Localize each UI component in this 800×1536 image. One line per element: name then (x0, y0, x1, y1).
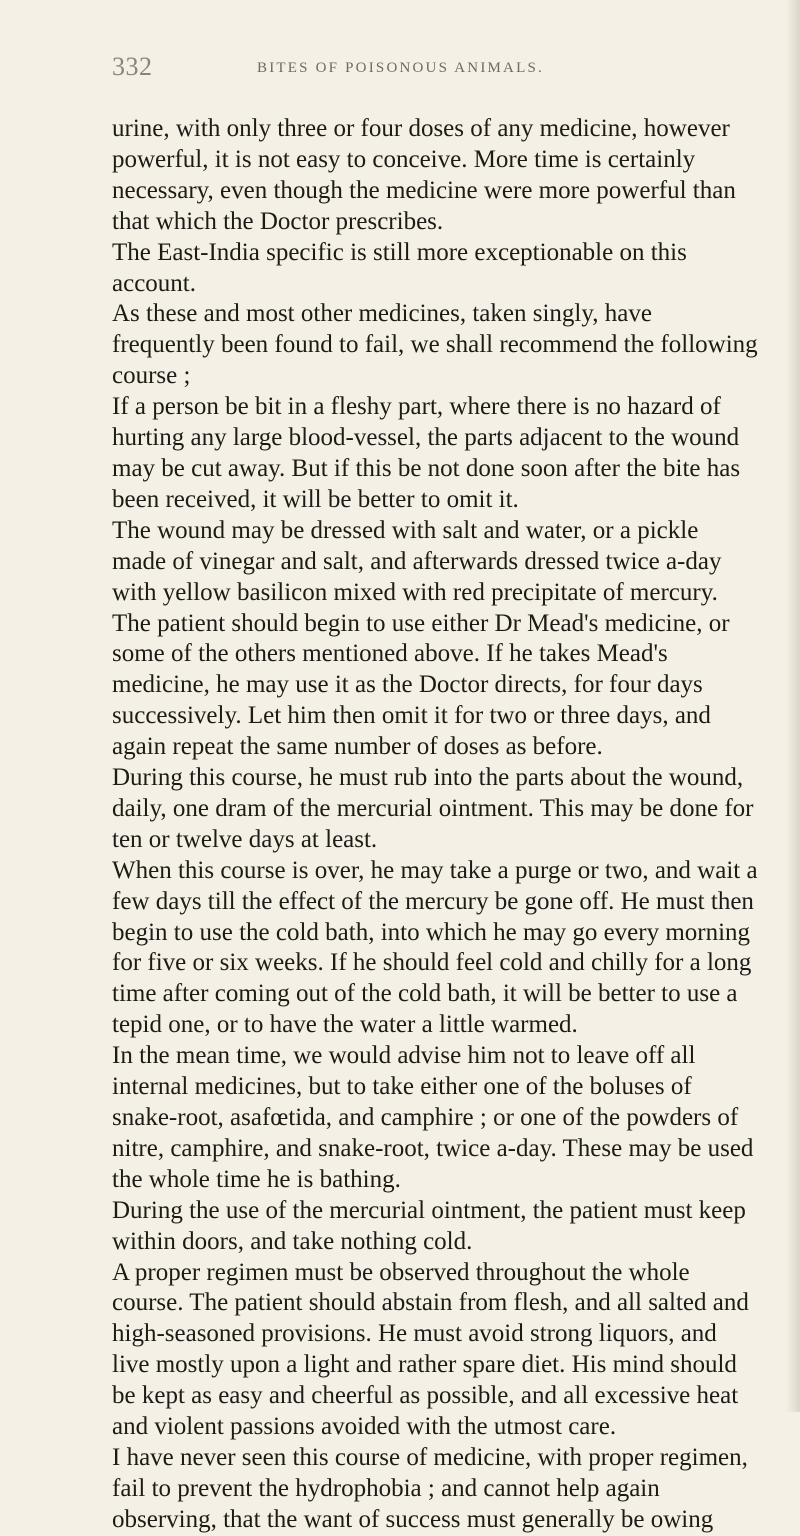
paragraph: I have never seen this course of medicine, with proper regimen, fail to prevent the hydrophobia ; and cannot help again observing, that the want of success must generally be owing (112, 1443, 748, 1533)
paragraph: The patient should begin to use either Dr Mead's medicine, or some of the others mentioned above. If he takes Mead's medicine, he may use it as the Doctor directs, for four days successively. Let him then omit it for two or three days, and again repeat the same number of doses as before. (112, 609, 730, 761)
page-edge-shadow (786, 0, 800, 1412)
paragraph: The wound may be dressed with salt and water, or a pickle made of vinegar and salt, and afterwards dressed twice a-day with yellow basilicon mixed with red precipitate of mercury. (112, 516, 722, 606)
running-head (112, 40, 758, 81)
paragraph: In the mean time, we would advise him not to leave off all internal medicines, but to take either one of the boluses of snake-root, asafœtida, and camphire ; or one of the powders of nitre, camphire, and snake-root, twice a-day. These may be used the whole time he is bathing. (112, 1042, 754, 1193)
paragraph: During the use of the mercurial ointment, the patient must keep within doors, and take nothing cold. (112, 1196, 746, 1255)
body-text (112, 114, 758, 1536)
paragraph: urine, with only three or four doses of any medicine, however powerful, it is not easy to conceive. More time is certainly necessary, even though the medicine were more powerful than that which the Doctor prescribes. (112, 115, 736, 235)
paragraph: When this course is over, he may take a purge or two, and wait a few days till the effect of the mercury be gone off. He must then begin to use the cold bath, into which he may go every morning for five or six weeks. If he should feel cold and chilly for a long time after coming out of the cold bath, it will be better to use a tepid one, or to have the water a little warmed. (112, 856, 758, 1039)
paragraph: The East-India specific is still more exceptionable on this account. (112, 238, 687, 297)
paragraph: If a person be bit in a fleshy part, where there is no hazard of hurting any large blood-vessel, the parts adjacent to the wound may be cut away. But if this be not done soon after the bite has been received, it will be better to omit it. (112, 393, 741, 513)
paragraph: During this course, he must rub into the parts about the wound, daily, one dram of the mercurial ointment. This may be done for ten or twelve days at least. (112, 764, 754, 853)
paragraph: As these and most other medicines, taken singly, have frequently been found to fail, we shall recommend the following course ; (112, 300, 758, 390)
paragraph: A proper regimen must be observed throughout the whole course. The patient should abstain from flesh, and all salted and high-seasoned provisions. He must avoid strong liquors, and live mostly upon a light and rather spare diet. His mind should be kept as easy and cheerful as possible, and all excessive heat and violent passions avoided with the utmost care. (112, 1258, 749, 1441)
page-number: 332 (112, 52, 153, 81)
running-head-title: BITES OF POISONOUS ANIMALS. (257, 60, 544, 76)
